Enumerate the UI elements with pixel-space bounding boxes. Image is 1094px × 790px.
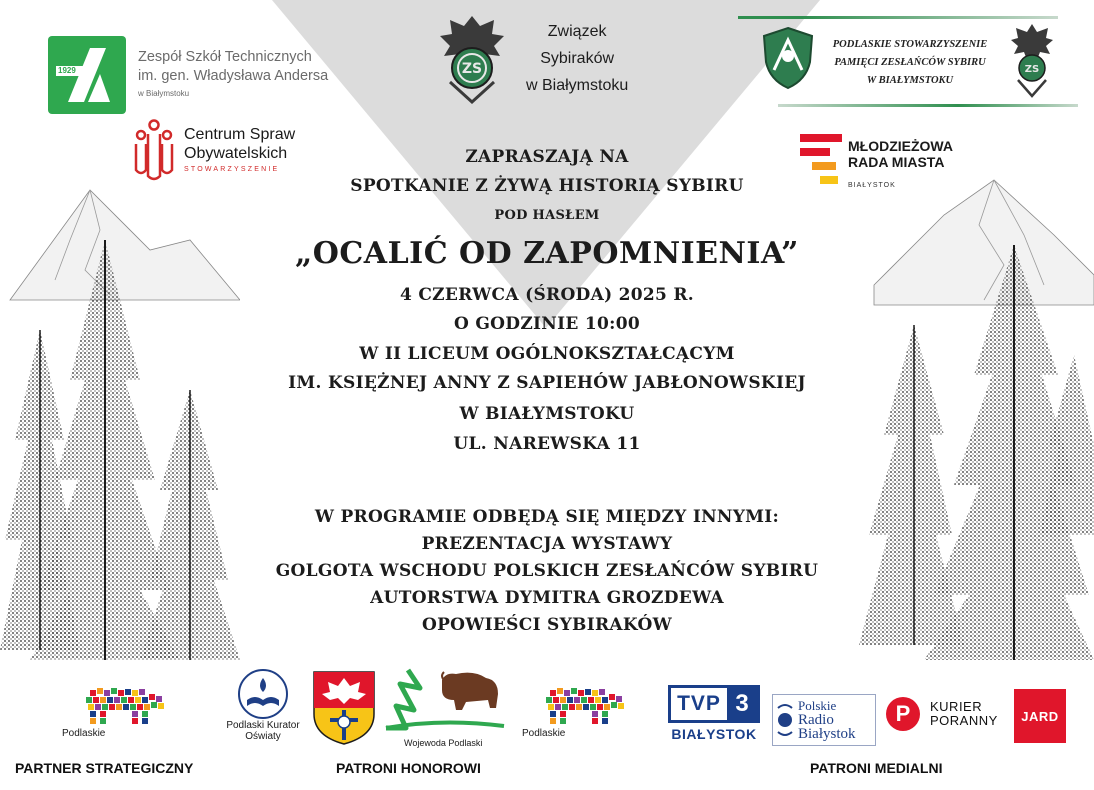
zs-line1: Związek xyxy=(547,22,607,40)
wojewoda-caption: Wojewoda Podlaski xyxy=(404,738,483,748)
program-heading: W PROGRAMIE ODBĘDĄ SIĘ MIĘDZY INNYMI: xyxy=(314,507,780,527)
patroni-honorowi-label: PATRONI HONOROWI xyxy=(336,760,481,776)
jard-logo: JARD xyxy=(1014,689,1066,743)
mrm-line2: RADA MIASTA xyxy=(848,154,945,170)
cso-line3: STOWARZYSZENIE xyxy=(184,166,280,173)
pr-line3: Białystok xyxy=(798,726,856,742)
event-address: UL. NAREWSKA 11 xyxy=(453,434,641,454)
zst-name-line2: im. gen. Władysława Andersa xyxy=(138,68,329,84)
zwiazek-sybirakow-logo xyxy=(436,12,628,104)
tvp-number: 3 xyxy=(727,688,757,720)
zst-name-line3: w Białymstoku xyxy=(138,89,190,98)
kp-line1: KURIER xyxy=(930,699,983,714)
ps-eagle-icon xyxy=(1010,22,1054,98)
invitation-line1: ZAPRASZAJĄ NA xyxy=(465,147,629,167)
cso-line1: Centrum Spraw xyxy=(184,126,296,143)
pr-line2: Radio xyxy=(798,712,834,728)
tvp3-bialystok-logo xyxy=(668,685,760,742)
zst-badge xyxy=(48,36,126,114)
pr-line1: Polskie xyxy=(798,698,837,713)
zs-line2: Sybiraków xyxy=(540,49,615,67)
event-venue-line1: W II LICEUM OGÓLNOKSZTAŁCĄCYM xyxy=(359,344,735,364)
cso-line2: Obywatelskich xyxy=(184,145,288,162)
ps-line2: PAMIĘCI ZESŁAŃCÓW SYBIRU xyxy=(834,57,986,68)
program-item2: GOLGOTA WSCHODU POLSKICH ZESŁAŃCÓW SYBIRU xyxy=(275,561,819,581)
kp-line2: PORANNY xyxy=(930,713,998,728)
eagle-emblem-icon xyxy=(436,12,508,104)
partner-strategic-label: PARTNER STRATEGICZNY xyxy=(15,760,194,776)
zst-name-line1: Zespół Szkół Technicznych xyxy=(138,49,312,65)
zst-a-icon xyxy=(48,36,126,114)
podlaskie-logo-strategic xyxy=(62,686,172,742)
zst-year: 1929 xyxy=(58,66,76,75)
radio-wave-icon xyxy=(776,700,794,740)
podlaskie-stowarzyszenie-logo xyxy=(738,14,1078,108)
bison-pixel-icon-2 xyxy=(540,686,640,728)
mrm-line1: MŁODZIEŻOWA xyxy=(848,138,953,154)
cso-people-icon xyxy=(132,118,176,184)
ps-line3: W BIAŁYMSTOKU xyxy=(866,75,954,86)
bison-pixel-icon xyxy=(80,686,180,728)
podlaskie-logo-honorary xyxy=(522,686,632,742)
tvp3-box xyxy=(668,685,760,723)
ps-bottom-stripe xyxy=(778,104,1078,107)
ps-line1: PODLASKIE STOWARZYSZENIE xyxy=(832,39,988,50)
event-date: 4 CZERWCA (ŚRODA) 2025 R. xyxy=(399,285,695,305)
zst-logo xyxy=(48,36,328,114)
wojewoda-bison-icon xyxy=(382,666,508,734)
event-venue-line2: IM. KSIĘŻNEJ ANNY Z SAPIEHÓW JABŁONOWSKIEJ xyxy=(288,373,806,393)
svg-text:ZS: ZS xyxy=(461,61,483,77)
mrm-line3: BIAŁYSTOK xyxy=(848,182,896,189)
wojewoda-podlaski-logo xyxy=(382,666,510,752)
tvp-city: BIAŁYSTOK xyxy=(671,726,757,742)
patroni-medialni-label: PATRONI MEDIALNI xyxy=(810,760,943,776)
svg-text:ZS: ZS xyxy=(1024,64,1040,75)
invitation-line3: POD HASŁEM xyxy=(494,208,600,223)
event-venue-line3: W BIAŁYMSTOKU xyxy=(459,404,635,424)
pr-box xyxy=(772,694,876,746)
bialystok-coat-of-arms xyxy=(312,670,376,751)
program-item4: OPOWIEŚCI SYBIRAKÓW xyxy=(421,615,673,635)
coat-of-arms-icon xyxy=(312,670,376,746)
kurator-line1: Podlaski Kurator xyxy=(226,720,300,731)
event-slogan: „OCALIĆ OD ZAPOMNIENIA” xyxy=(295,236,799,271)
zs-line3: w Białymstoku xyxy=(526,76,629,94)
program-item1: PREZENTACJA WYSTAWY xyxy=(421,534,673,554)
tvp-name: TVP xyxy=(677,692,721,715)
podlaskie-caption-2: Podlaskie xyxy=(522,728,566,739)
kurier-p-icon: P xyxy=(886,697,920,731)
podlaski-kurator-logo xyxy=(222,668,304,754)
kurier-poranny-logo xyxy=(886,697,998,731)
podlaskie-caption-1: Podlaskie xyxy=(62,728,106,739)
ps-shield-icon xyxy=(760,26,816,90)
kurator-line2: Oświaty xyxy=(245,731,281,742)
kurator-book-icon xyxy=(233,668,293,720)
program-item3: AUTORSTWA DYMITRA GROZDEWA xyxy=(370,588,724,608)
polskie-radio-bialystok-logo xyxy=(772,694,876,746)
ps-top-stripe xyxy=(738,16,1058,19)
invitation-line2: SPOTKANIE Z ŻYWĄ HISTORIĄ SYBIRU xyxy=(350,176,744,196)
event-time: O GODZINIE 10:00 xyxy=(454,314,640,334)
